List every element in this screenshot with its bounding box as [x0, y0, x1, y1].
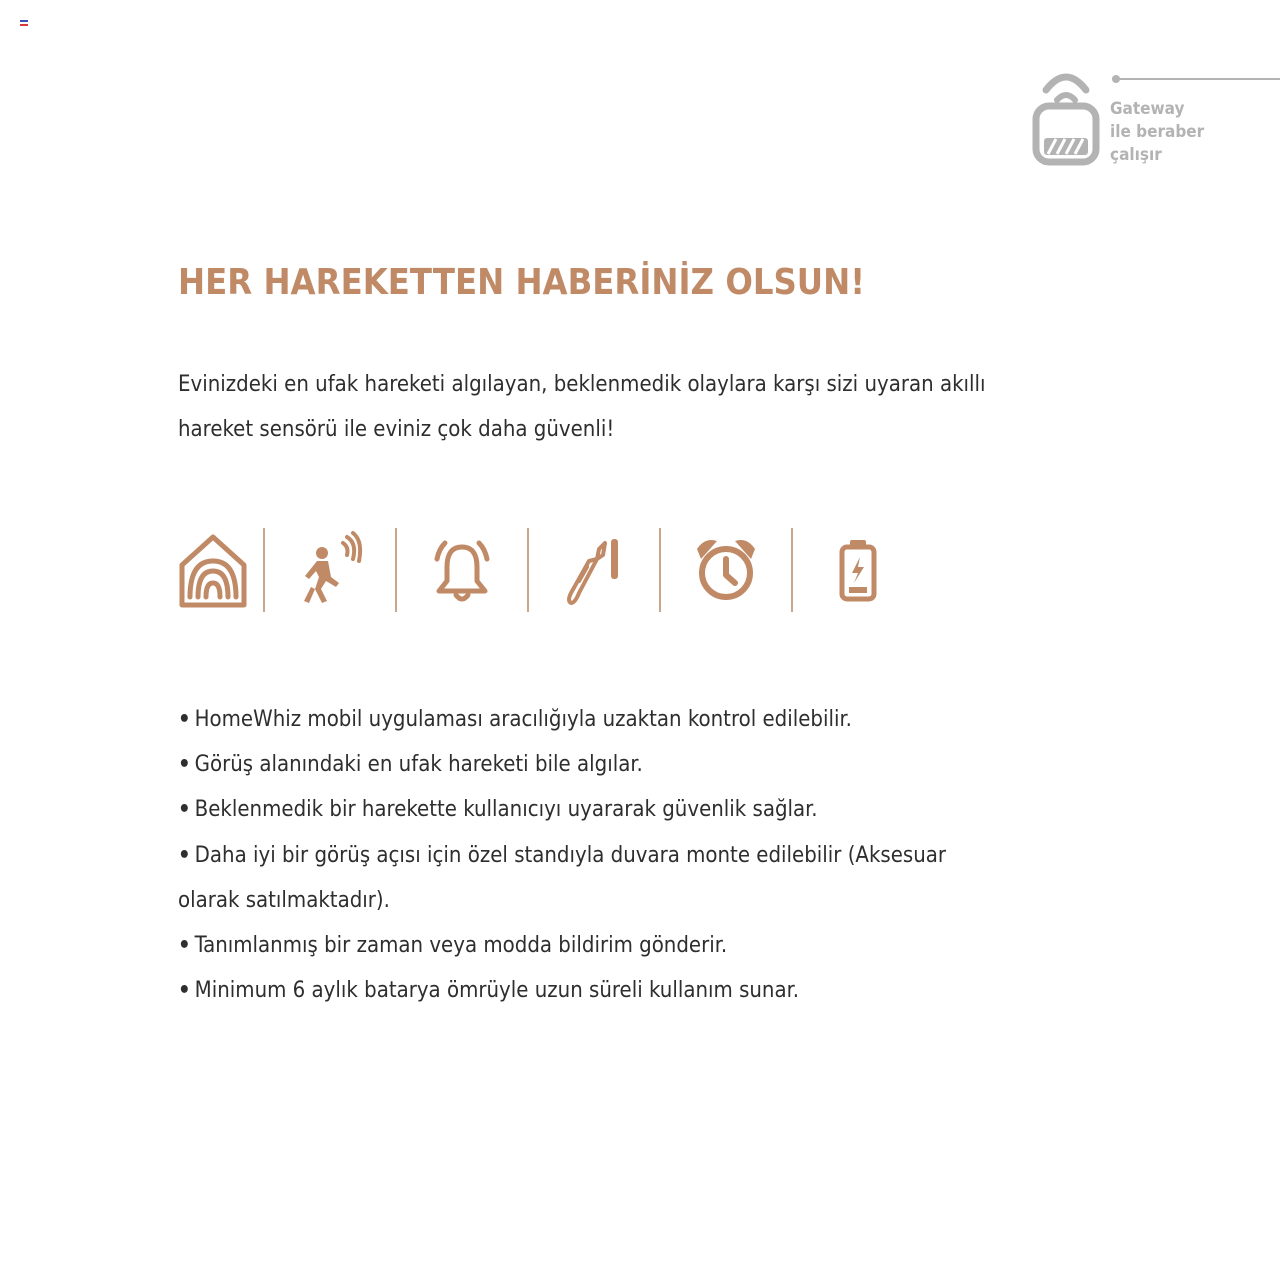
feature-icons-row — [178, 528, 908, 612]
feature-alarm — [676, 528, 776, 612]
intro-paragraph: Evinizdeki en ufak hareketi algılayan, beklenmedik olaylara karşı sizi uyaran akıllı hareket sensörü ile eviniz çok daha güvenli! — [178, 372, 986, 442]
feature-mounting — [544, 528, 644, 612]
list-item: • HomeWhiz mobil uygulaması aracılığıyla uzaktan kontrol edilebilir. — [178, 707, 852, 732]
feature-smart-home — [178, 528, 248, 612]
screwdriver-mount-icon — [559, 531, 629, 609]
gateway-line — [1112, 78, 1280, 80]
separator — [527, 528, 529, 612]
separator — [659, 528, 661, 612]
feature-notification — [412, 528, 512, 612]
battery-icon — [823, 531, 893, 609]
motion-detection-icon — [295, 531, 365, 609]
headline: HER HAREKETTEN HABERİNİZ OLSUN! — [178, 262, 865, 303]
feature-battery — [808, 528, 908, 612]
list-item: • Beklenmedik bir harekette kullanıcıyı uyararak güvenlik sağlar. — [178, 797, 818, 823]
smart-home-icon — [178, 531, 248, 609]
list-item: • Daha iyi bir görüş açısı için özel standıyla duvara monte edilebilir (Aksesuar olarak satılmaktadır). — [178, 842, 947, 913]
bell-icon — [427, 531, 497, 609]
separator — [395, 528, 397, 612]
gateway-router-icon — [1030, 66, 1102, 170]
separator — [791, 528, 793, 612]
gateway-badge — [1030, 66, 1280, 176]
list-item: • Görüş alanındaki en ufak hareketi bile algılar. — [178, 752, 643, 778]
alarm-clock-icon — [691, 531, 761, 609]
feature-motion — [280, 528, 380, 612]
list-item: • Minimum 6 aylık batarya ömrüyle uzun süreli kullanım sunar. — [178, 978, 800, 1004]
list-item: • Tanımlanmış bir zaman veya modda bildirim gönderir. — [178, 933, 728, 959]
gateway-text: Gateway ile beraber çalışır — [1110, 99, 1205, 165]
flag-mark-icon — [20, 20, 28, 26]
feature-bullet-list — [178, 697, 998, 1013]
separator — [263, 528, 265, 612]
